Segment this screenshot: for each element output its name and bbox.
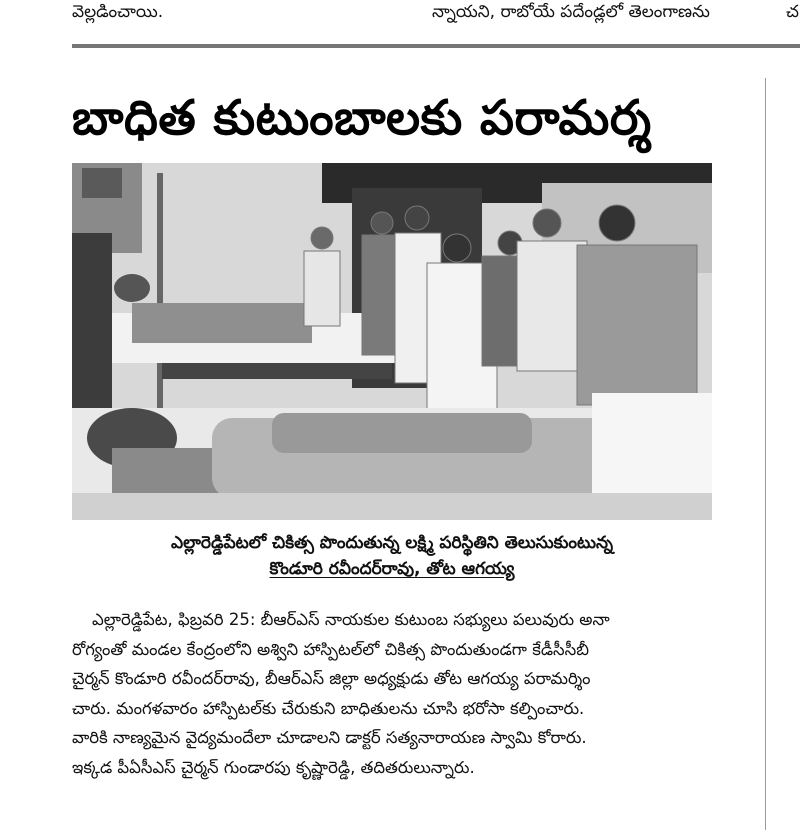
caption-line-1: ఎల్లారెడ్డిపేటలో చికిత్స పొందుతున్న లక్ష్మి పరిస్థితిని తెలుసుకుంటున్న [171,533,613,553]
previous-article-fragment-left: వెల్లడించాయి. [72,2,164,22]
hospital-visit-photo [72,163,712,520]
article-body [72,605,712,782]
previous-article-fragment-edge: చ [786,2,799,22]
caption-line-2: కొండూరి రవీందర్‌రావు, తోట ఆగయ్య [269,559,515,579]
previous-article-fragment-right: న్నాయని, రాబోయే పదేండ్లలో తెలంగాణను [432,2,710,22]
body-line: రోగ్యంతో మండల కేంద్రంలోని అశ్విని హాస్పిటల్‌లో చికిత్స పొందుతుండగా కేడీసీసీబీ [72,639,589,659]
column-divider [765,78,766,830]
article-photo [72,163,712,520]
section-divider [72,44,800,48]
article-headline: బాధిత కుటుంబాలకు పరామర్శ [72,90,652,146]
photo-caption [72,530,712,582]
body-line: ఎల్లారెడ్డిపేట, ఫిబ్రవరి 25: బీఆర్ఎస్ నాయకుల కుటుంబ సభ్యులు పలువురు అనా [92,610,610,629]
body-line: చారు. మంగళవారం హాస్పిటల్‌కు చేరుకుని బాధితులను చూసి భరోసా కల్పించారు. [72,698,585,718]
body-line: చైర్మన్ కొండూరి రవీందర్‌రావు, బీఆర్ఎస్ జిల్లా అధ్యక్షుడు తోట ఆగయ్య పరామర్శిం [72,669,591,688]
body-line: ఇక్కడ పీఏసీఎస్ చైర్మన్ గుండారపు కృష్ణారెడ్డి, తదితరులున్నారు. [72,757,475,777]
body-line: వారికి నాణ్యమైన వైద్యమందేలా చూడాలని డాక్టర్ సత్యనారాయణ స్వామి కోరారు. [72,728,587,747]
